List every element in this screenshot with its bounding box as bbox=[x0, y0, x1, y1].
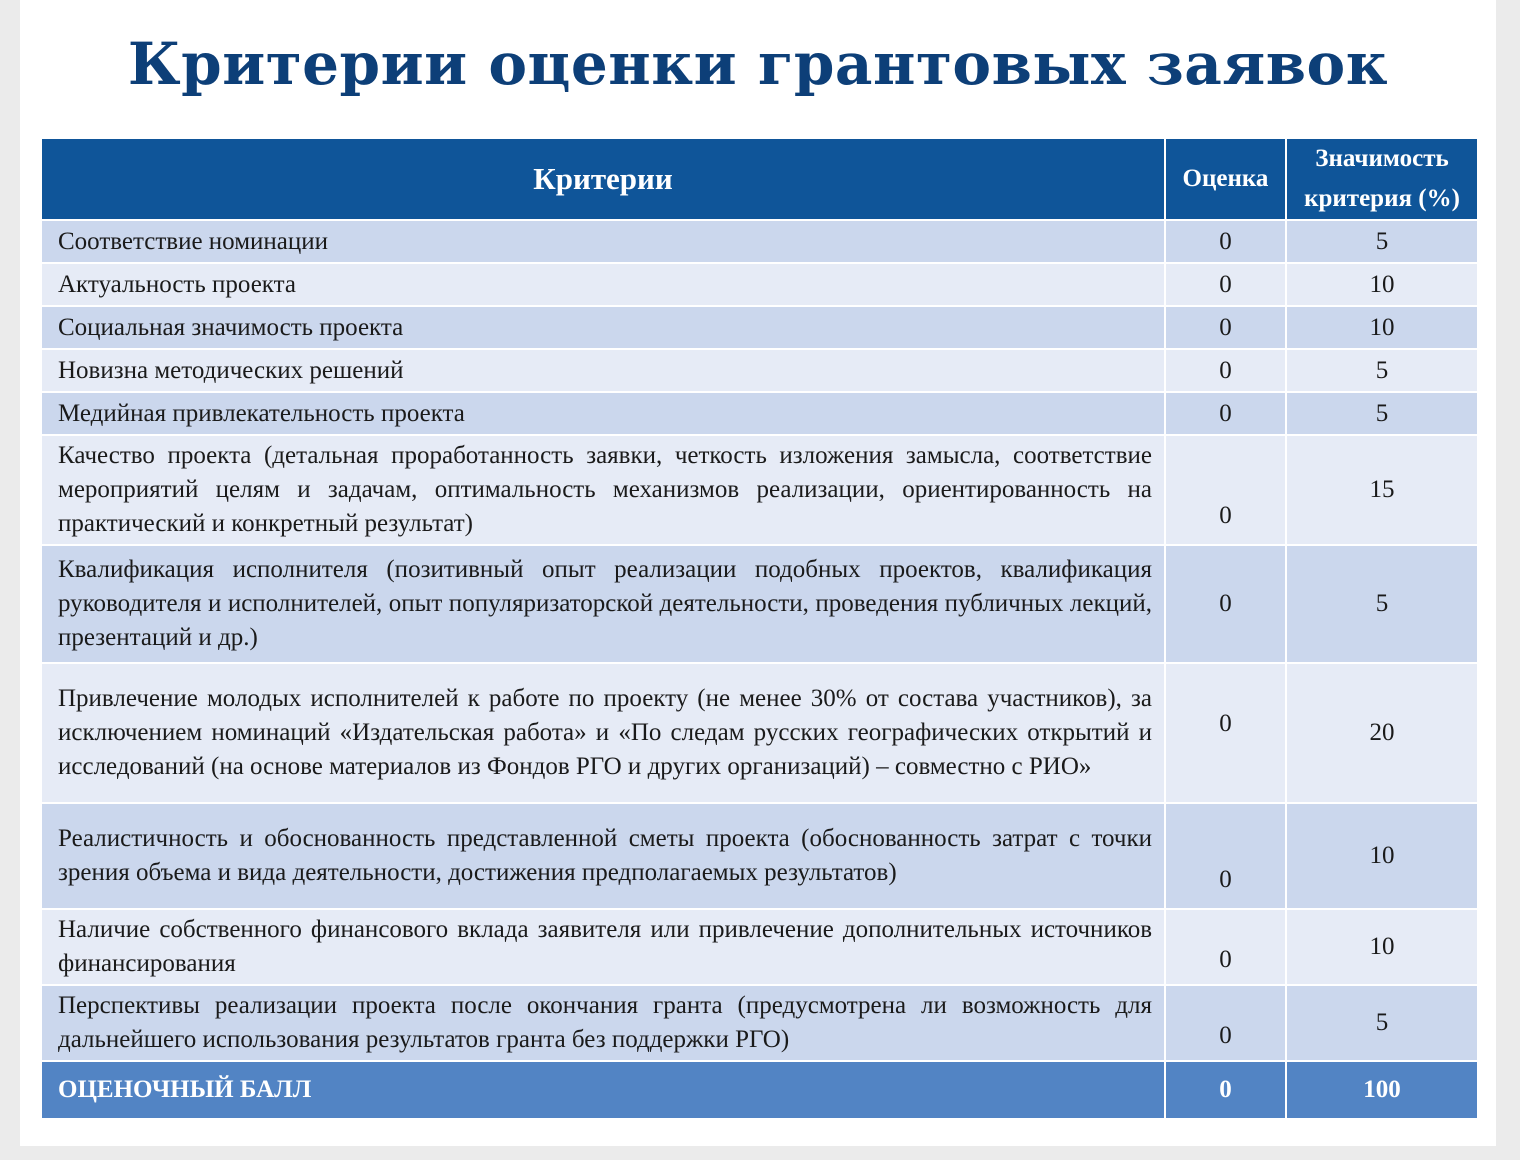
slide bbox=[20, 0, 1496, 1146]
table-row bbox=[41, 220, 1478, 263]
criterion-name: Соответствие номинации bbox=[41, 220, 1165, 263]
criteria-table bbox=[40, 137, 1479, 1120]
table-row bbox=[41, 392, 1478, 435]
total-label: ОЦЕНОЧНЫЙ БАЛЛ bbox=[41, 1061, 1165, 1119]
header-weight-line1: Значимость bbox=[1315, 145, 1449, 172]
criterion-weight: 20 bbox=[1286, 663, 1478, 803]
criterion-name: Квалификация исполнителя (позитивный опыт реализации подобных проектов, квалификация руководителя и исполнителей, опыт популяризаторской деятельности, проведения публичных лекций, презентаций и др.) bbox=[41, 545, 1165, 663]
total-row bbox=[41, 1061, 1478, 1119]
table-row bbox=[41, 349, 1478, 392]
header-score: Оценка bbox=[1165, 138, 1286, 220]
table-row bbox=[41, 909, 1478, 985]
header-weight-line2: критерия (%) bbox=[1304, 185, 1460, 212]
criterion-name: Новизна методических решений bbox=[41, 349, 1165, 392]
table-row bbox=[41, 803, 1478, 909]
criterion-score: 0 bbox=[1165, 985, 1286, 1061]
criterion-weight: 5 bbox=[1286, 392, 1478, 435]
header-criteria: Критерии bbox=[41, 138, 1165, 220]
criterion-weight: 10 bbox=[1286, 306, 1478, 349]
criterion-weight: 15 bbox=[1286, 435, 1478, 545]
criterion-name: Реалистичность и обоснованность представленной сметы проекта (обоснованность затрат с точки зрения объема и вида деятельности, достижения предполагаемых результатов) bbox=[41, 803, 1165, 909]
criterion-name: Социальная значимость проекта bbox=[41, 306, 1165, 349]
criterion-name: Наличие собственного финансового вклада заявителя или привлечение дополнительных источников финансирования bbox=[41, 909, 1165, 985]
criterion-weight: 10 bbox=[1286, 909, 1478, 985]
total-score: 0 bbox=[1165, 1061, 1286, 1119]
table-header-row bbox=[41, 138, 1478, 220]
criterion-score: 0 bbox=[1165, 909, 1286, 985]
criterion-weight: 5 bbox=[1286, 545, 1478, 663]
criterion-weight: 5 bbox=[1286, 220, 1478, 263]
criterion-name: Актуальность проекта bbox=[41, 263, 1165, 306]
table-row bbox=[41, 545, 1478, 663]
criterion-score: 0 bbox=[1165, 545, 1286, 663]
criterion-score: 0 bbox=[1165, 392, 1286, 435]
table-row bbox=[41, 663, 1478, 803]
header-weight bbox=[1286, 138, 1478, 220]
table-row bbox=[41, 985, 1478, 1061]
criterion-weight: 10 bbox=[1286, 803, 1478, 909]
criterion-score: 0 bbox=[1165, 435, 1286, 545]
table-row bbox=[41, 263, 1478, 306]
criterion-score: 0 bbox=[1165, 803, 1286, 909]
table-row bbox=[41, 435, 1478, 545]
criterion-weight: 5 bbox=[1286, 349, 1478, 392]
criterion-score: 0 bbox=[1165, 663, 1286, 803]
criterion-score: 0 bbox=[1165, 306, 1286, 349]
criterion-score: 0 bbox=[1165, 349, 1286, 392]
criterion-name: Перспективы реализации проекта после окончания гранта (предусмотрена ли возможность для дальнейшего использования результатов гранта без поддержки РГО) bbox=[41, 985, 1165, 1061]
criterion-score: 0 bbox=[1165, 220, 1286, 263]
criterion-weight: 10 bbox=[1286, 263, 1478, 306]
criterion-score: 0 bbox=[1165, 263, 1286, 306]
page-title: Критерии оценки грантовых заявок bbox=[127, 30, 1389, 98]
criterion-name: Медийная привлекательность проекта bbox=[41, 392, 1165, 435]
criterion-name: Привлечение молодых исполнителей к работе по проекту (не менее 30% от состава участников), за исключением номинаций «Издательская работа» и «По следам русских географических открытий и исследований (на основе материалов из Фондов РГО и других организаций) – совместно с РИО» bbox=[41, 663, 1165, 803]
total-weight: 100 bbox=[1286, 1061, 1478, 1119]
criterion-weight: 5 bbox=[1286, 985, 1478, 1061]
criterion-name: Качество проекта (детальная проработанность заявки, четкость изложения замысла, соответствие мероприятий целям и задачам, оптимальность механизмов реализации, ориентированность на практический и конкретный результат) bbox=[41, 435, 1165, 545]
table-row bbox=[41, 306, 1478, 349]
